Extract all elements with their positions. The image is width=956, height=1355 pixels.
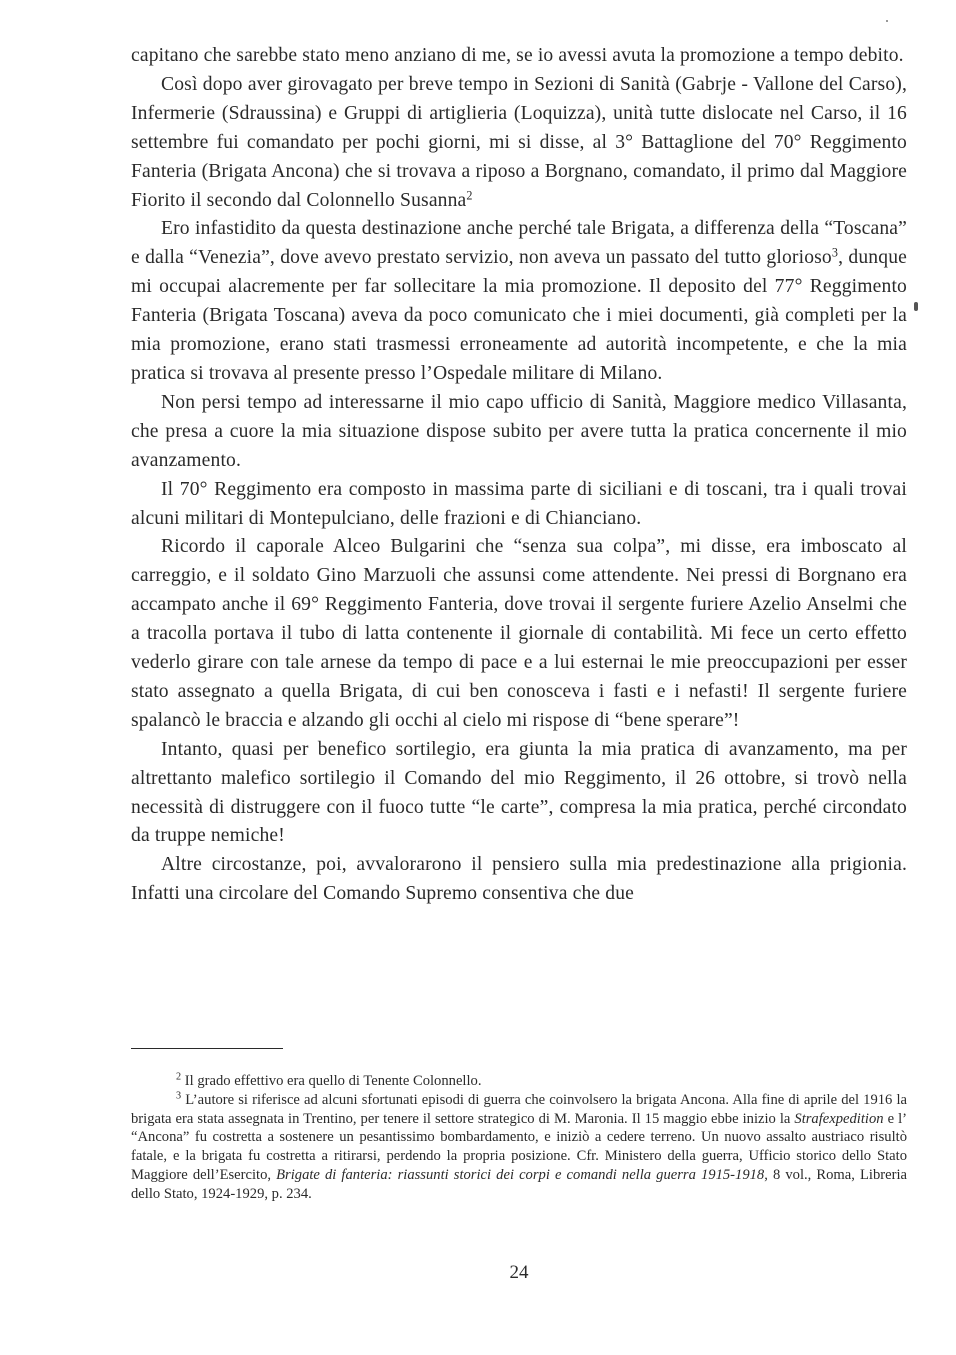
paragraph: Intanto, quasi per benefico sortilegio, era giunta la mia pratica di avanzamento, ma per altrettanto malefico sortilegio il Comando del mio Reggimento, il 26 ottobre, si trovò nella necessità di distruggere con il fuoco tutte “le carte”, compresa la mia pratica, perché circondato da truppe nemiche! bbox=[131, 738, 907, 847]
footnote-ref: 2 bbox=[466, 187, 473, 202]
body-text bbox=[131, 42, 907, 909]
scan-speck bbox=[886, 20, 888, 22]
paragraph: capitano che sarebbe stato meno anziano di me, se io avessi avuta la promozione a tempo debito. bbox=[131, 45, 904, 66]
paragraph: Non persi tempo ad interessarne il mio capo ufficio di Sanità, Maggiore medico Villasanta, che presa a cuore la mia situazione dispose subito per avere tutta la pratica concernente il mio avanzamento. bbox=[131, 391, 907, 471]
footnote-number: 2 bbox=[176, 1071, 182, 1083]
footnotes bbox=[131, 1072, 907, 1204]
paragraph: Altre circostanze, poi, avvalorarono il pensiero sulla mia predestinazione alla prigionia. Infatti una circolare del Comando Supremo consentiva che due bbox=[131, 854, 907, 905]
paragraph: Ero infastidito da questa destinazione anche perché tale Brigata, a differenza della “Toscana” e dalla “Venezia”, dove avevo prestato servizio, non aveva un passato del tutto glorioso$^3$, dunque mi occupai alacremente per far sollecitare la mia promozione. Il deposito del 77° Reggimento Fanteria (Brigata Toscana) aveva da poco comunicato che i miei documenti, già completi per la mia promozione, erano stati trasmessi erroneamente ad autorità incompetente, e che la mia pratica si trovava al presente presso l’Ospedale militare di Milano. bbox=[131, 218, 907, 384]
paragraph: Ricordo il caporale Alceo Bulgarini che “senza sua colpa”, mi disse, era imboscato al carreggio, e il soldato Gino Marzuoli che assunsi come attendente. Nei pressi di Borgnano era accampato anche il 69° Reggimento Fanteria, dove trovai il sergente furiere Azelio Anselmi che a tracolla portava il tubo di latta contenente il giornale di contabilità. Mi fece un certo effetto vederlo girare con tale arnese da tempo di pace e a lui esternai le mie preoccupazioni per esser stato assegnato a quella Brigata, di cui ben conosceva i fasti e i nefasti! Il sergente furiere spalancò le braccia e alzando gli occhi al cielo mi rispose di “bene sperare”! bbox=[131, 536, 907, 731]
page-number: 24 bbox=[509, 1262, 529, 1283]
footnote: $^2$ Il grado effettivo era quello di Tenente Colonnello. bbox=[176, 1071, 482, 1089]
paragraph: Il 70° Reggimento era composto in massima parte di siciliani e di toscani, tra i quali trovai alcuni militari di Montepulciano, delle frazioni e di Chianciano. bbox=[131, 478, 907, 529]
paragraph: Così dopo aver girovagato per breve tempo in Sezioni di Sanità (Gabrje - Vallone del Carso), Infermerie (Sdraussina) e Gruppi di artiglieria (Loquizza), unità tutte dislocate nel Carso, il 16 settembre fui comandato per pochi giorni, mi si disse, al 3° Battaglione del 70° Reggimento Fanteria (Brigata Ancona) che si trovava a riposo a Borgnano, comandato, il primo dal Maggiore Fiorito il secondo dal Colonnello Susanna$^2$ bbox=[131, 73, 907, 211]
footnote-divider bbox=[131, 1048, 283, 1049]
margin-mark bbox=[914, 302, 918, 311]
footnote-number: 3 bbox=[176, 1090, 182, 1102]
footnote: $^3$ L’autore si riferisce ad alcuni sfortunati episodi di guerra che coinvolsero la brigata Ancona. Alla fine di aprile del 1916 la brigata era stata assegnata in Trentino, per tenere il settore strategico di M. Maronia. Il 15 maggio ebbe inizio la Strafexpedition e l’ “Ancona” fu costretta a sostenere un pesantissimo bombardamento, e iniziò a cedere terreno. Un nuovo assalto austriaco risultò fatale, e la brigata fu costretta a ritirarsi, perdendo la propria posizione. Cfr. Ministero della guerra, Ufficio storico dello Stato Maggiore dell’Esercito, Brigate di fanteria: riassunti storici dei corpi e comandi nella guerra 1915-1918, 8 vol., Roma, Libreria dello Stato, 1924-1929, p. 234. bbox=[131, 1090, 907, 1202]
footnote-ref: 3 bbox=[831, 245, 839, 260]
